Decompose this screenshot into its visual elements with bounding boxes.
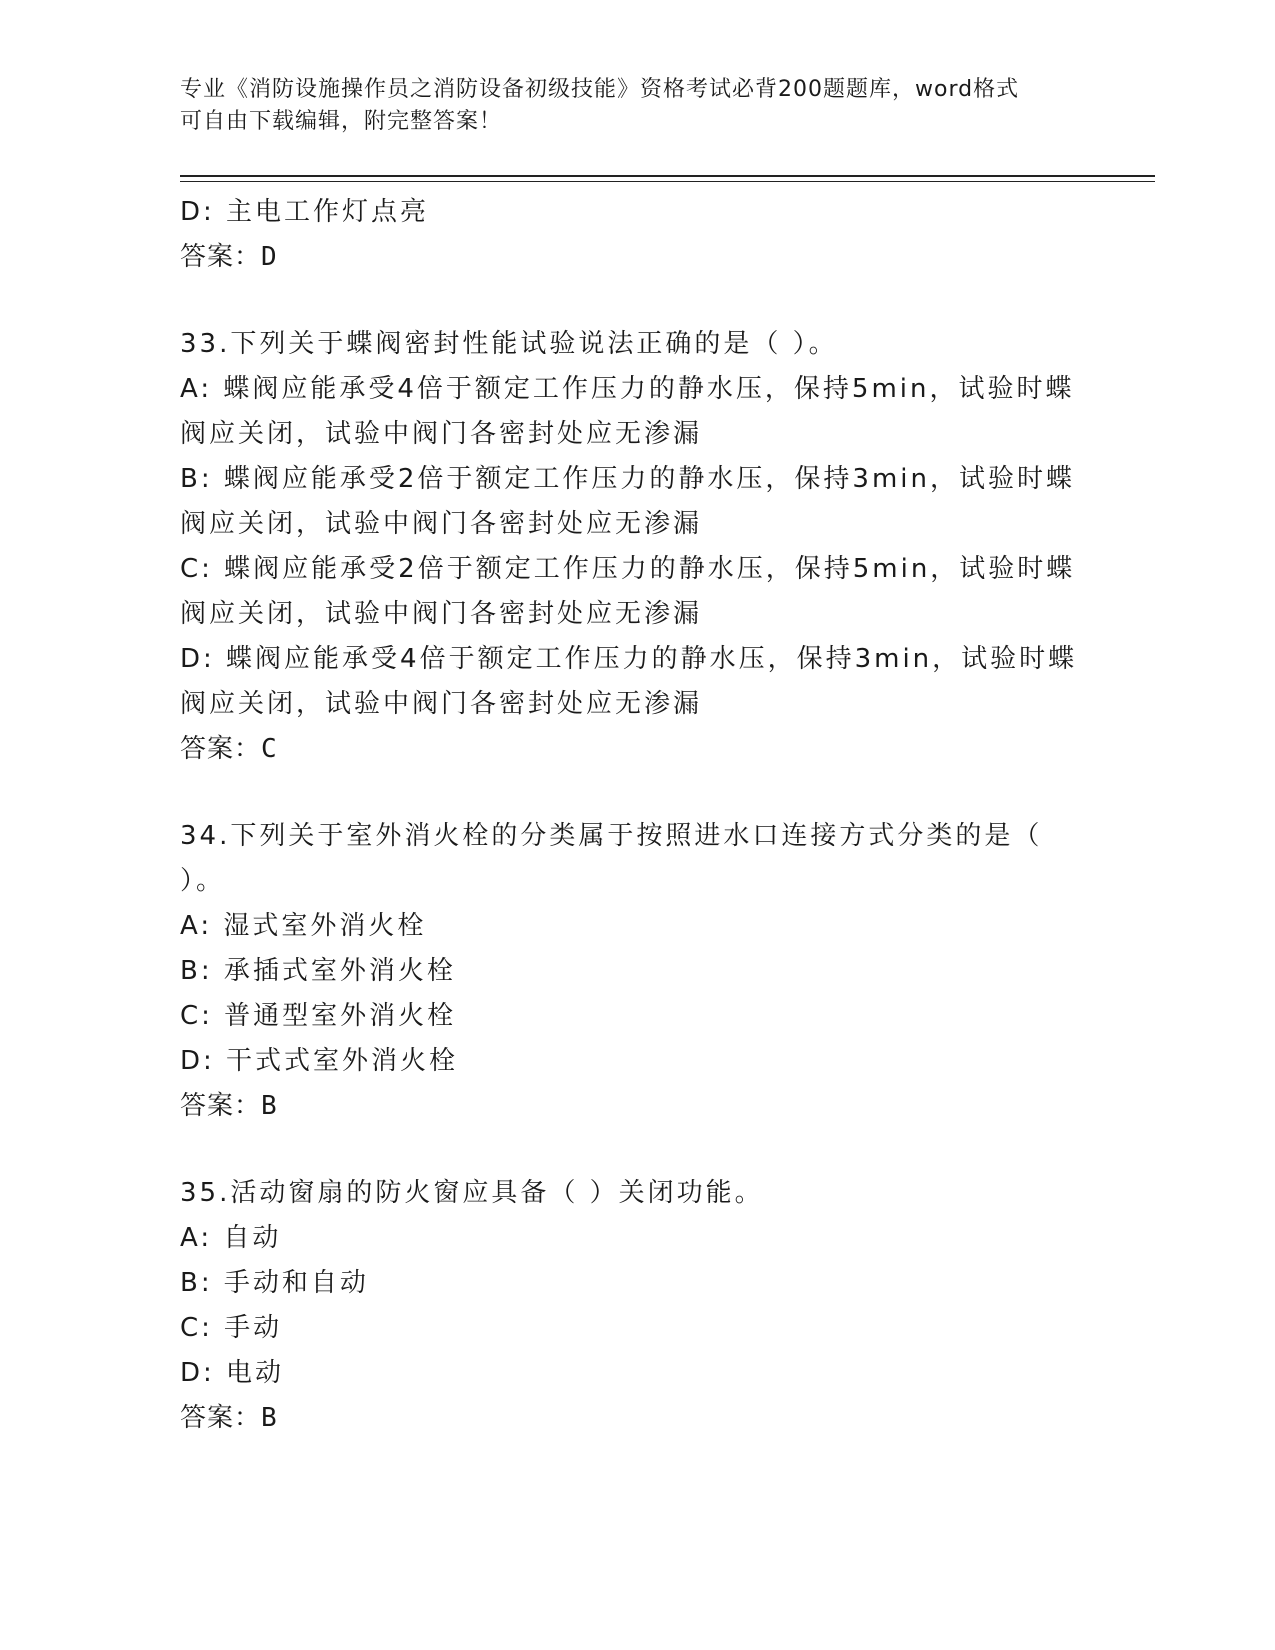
- question-title: 33.下列关于蝶阀密封性能试验说法正确的是（ ）。: [180, 329, 838, 359]
- option-b: B: 手动和自动: [180, 1268, 369, 1298]
- answer-label: 答案：: [180, 1091, 262, 1121]
- answer: [180, 1396, 1080, 1441]
- answer: [180, 1084, 1080, 1129]
- header-rule-thick: [180, 175, 1155, 177]
- spacer: [180, 280, 1080, 322]
- option-c: C: 蝶阀应能承受2倍于额定工作压力的静水压，保持5min，试验时蝶阀应关闭，试验中阀门各密封处应无渗漏: [180, 554, 1076, 629]
- question-33: [180, 322, 1080, 772]
- answer-value: C: [261, 734, 277, 764]
- option-a: A: 自动: [180, 1223, 282, 1253]
- header-rule-thin: [180, 181, 1155, 182]
- option-d: D: 干式式室外消火栓: [180, 1046, 459, 1076]
- answer-value: D: [261, 242, 277, 272]
- answer: [180, 727, 1080, 772]
- question-35: [180, 1171, 1080, 1441]
- prev-option-d: D: 主电工作灯点亮: [180, 197, 430, 227]
- document-header: 专业《消防设施操作员之消防设备初级技能》资格考试必背200题题库，word格式可自由下载编辑，附完整答案！: [180, 77, 1020, 134]
- option-a: A: 湿式室外消火栓: [180, 911, 427, 941]
- answer-label: 答案：: [180, 1403, 262, 1433]
- option-a: A: 蝶阀应能承受4倍于额定工作压力的静水压，保持5min，试验时蝶阀应关闭，试验中阀门各密封处应无渗漏: [180, 374, 1075, 449]
- option-b: B: 蝶阀应能承受2倍于额定工作压力的静水压，保持3min，试验时蝶阀应关闭，试验中阀门各密封处应无渗漏: [180, 464, 1075, 539]
- option-d: D: 蝶阀应能承受4倍于额定工作压力的静水压，保持3min，试验时蝶阀应关闭，试验中阀门各密封处应无渗漏: [180, 644, 1078, 719]
- question-34: [180, 814, 1080, 1129]
- prev-answer: [180, 235, 1080, 280]
- spacer: [180, 772, 1080, 814]
- answer-value: B: [261, 1403, 277, 1433]
- answer-label: 答案：: [180, 242, 262, 272]
- answer-value: B: [261, 1091, 277, 1121]
- answer-label: 答案：: [180, 734, 262, 764]
- spacer: [180, 1129, 1080, 1171]
- option-c: C: 手动: [180, 1313, 283, 1343]
- question-title: 34.下列关于室外消火栓的分类属于按照进水口连接方式分类的是（ ）。: [180, 821, 1043, 896]
- document-body: [180, 190, 1080, 1441]
- option-b: B: 承插式室外消火栓: [180, 956, 456, 986]
- question-title: 35.活动窗扇的防火窗应具备（ ）关闭功能。: [180, 1178, 764, 1208]
- option-d: D: 电动: [180, 1358, 285, 1388]
- option-c: C: 普通型室外消火栓: [180, 1001, 457, 1031]
